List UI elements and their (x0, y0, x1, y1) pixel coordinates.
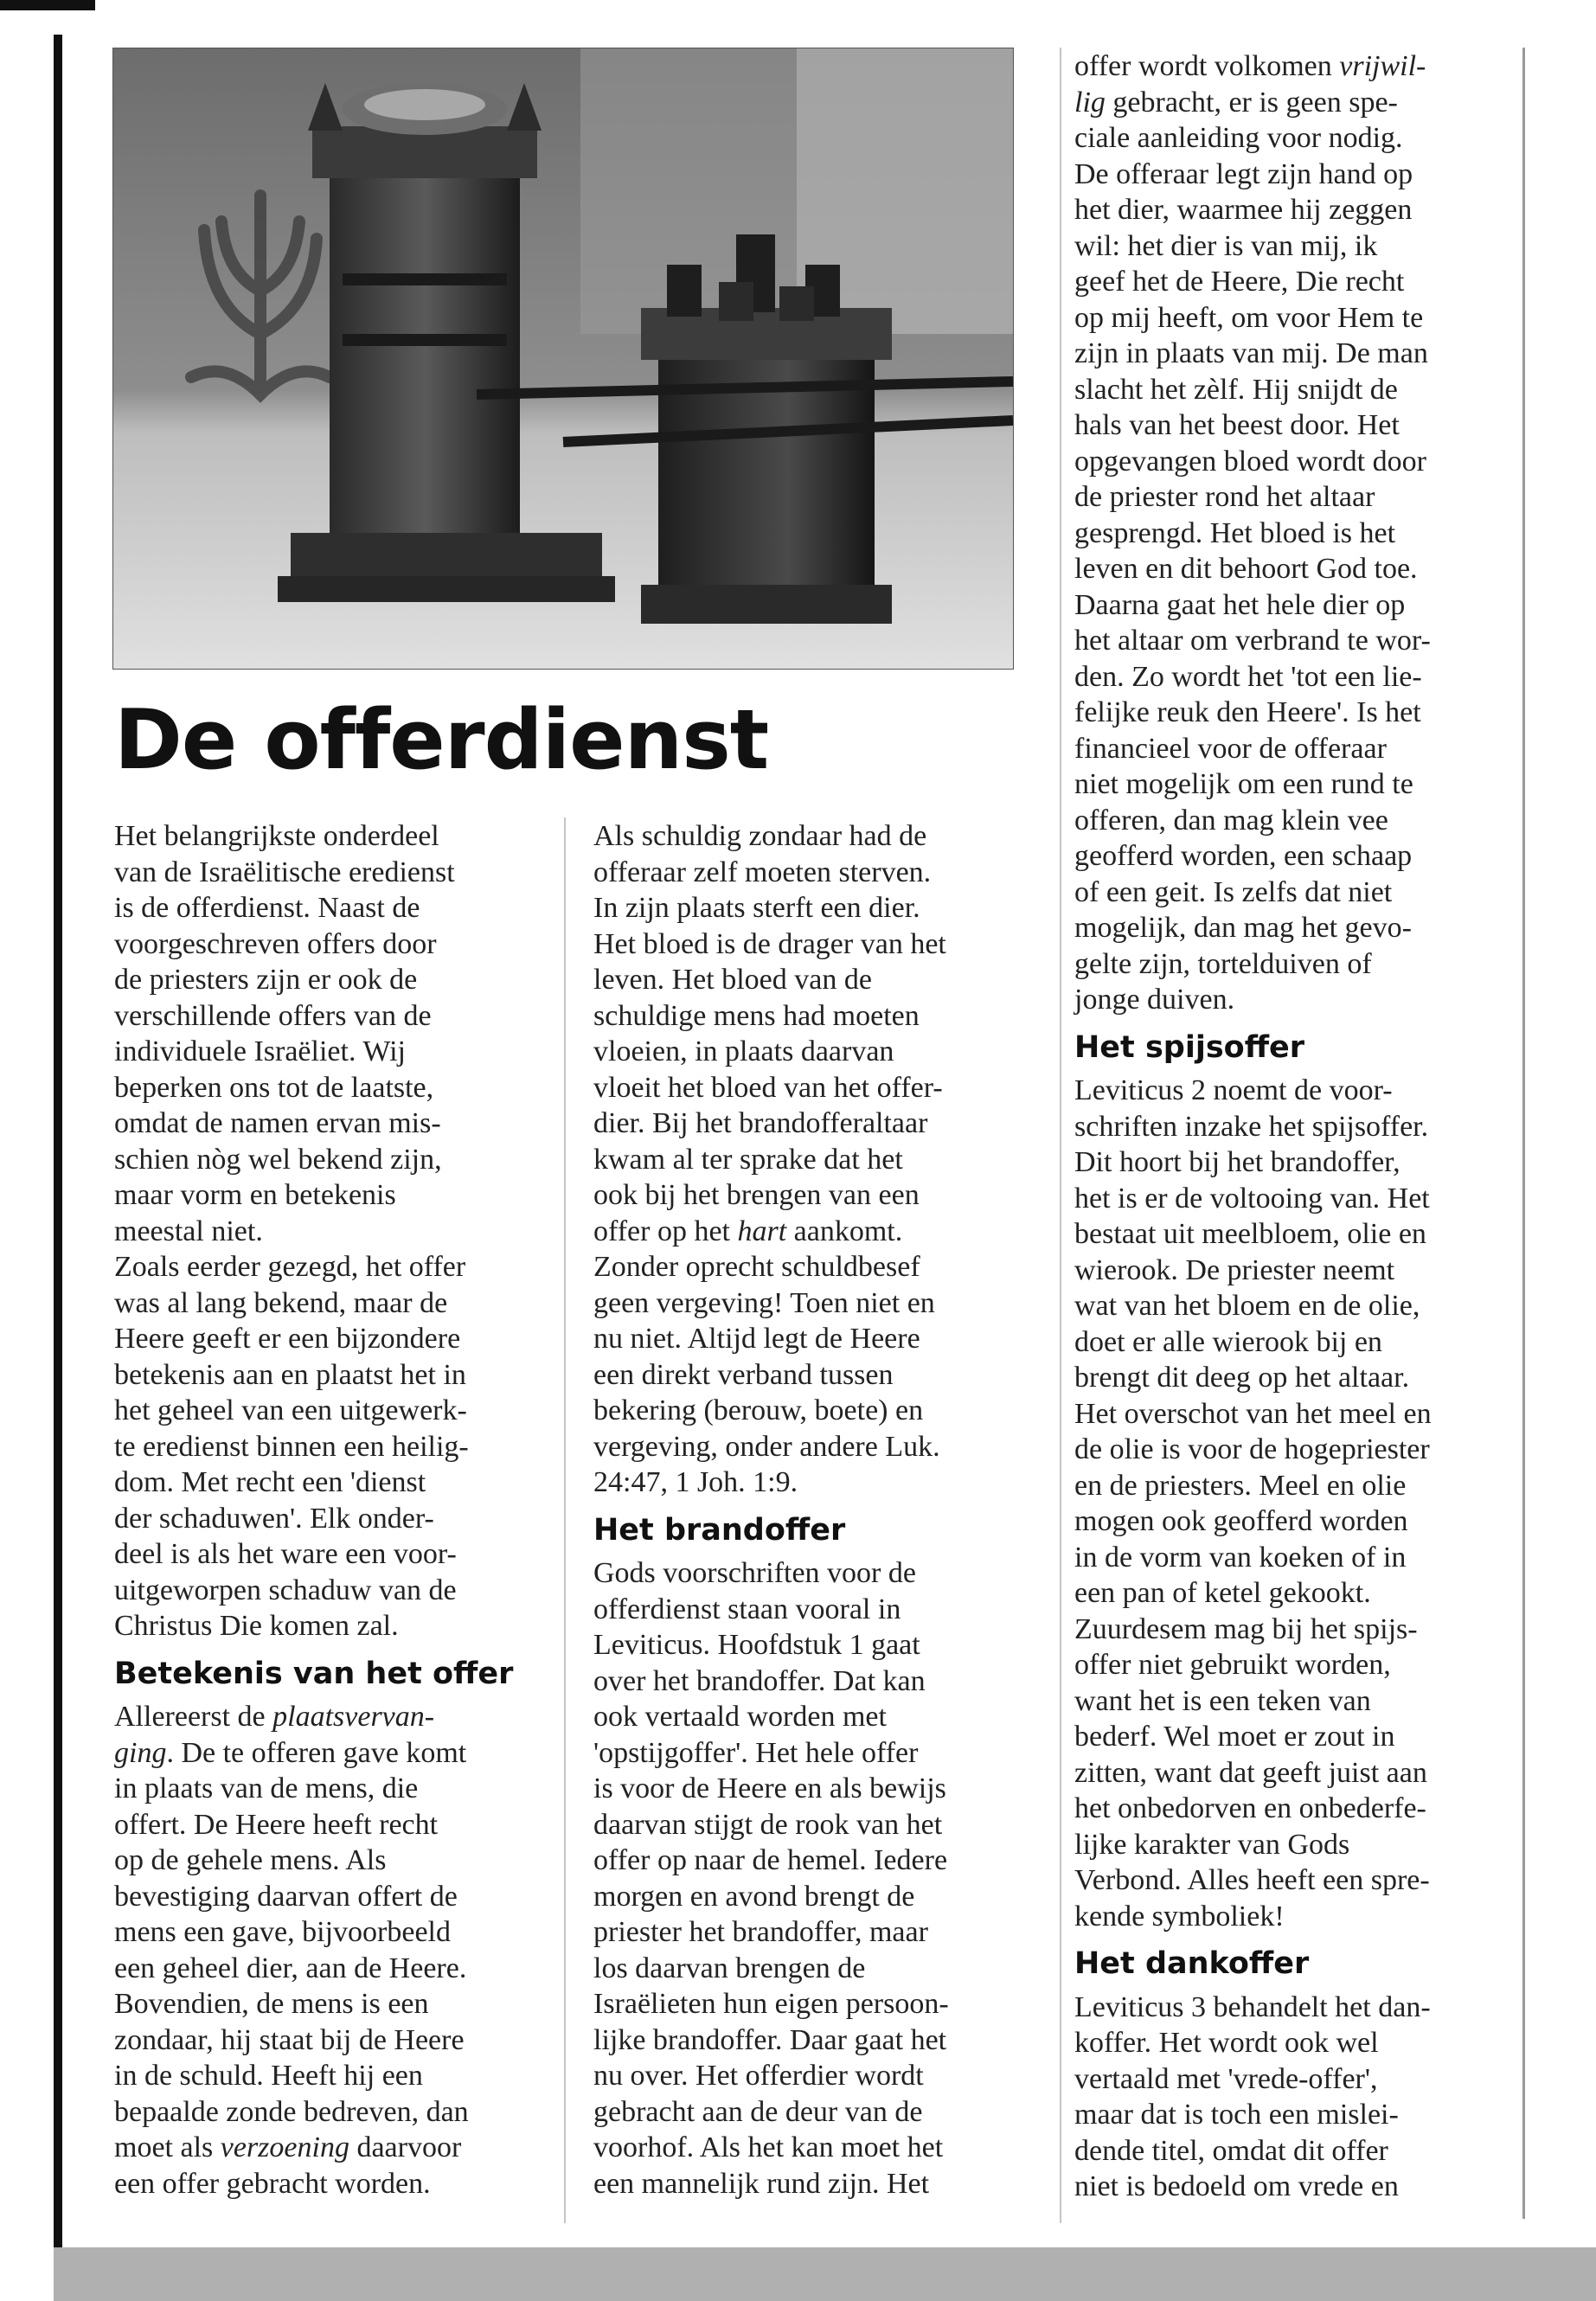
section-heading-betekenis: Betekenis van het offer (114, 1656, 514, 1691)
scan-bottom-band (54, 2247, 1596, 2301)
text-line: meestal niet. (114, 1215, 263, 1247)
text-run: daarvoor (349, 2131, 462, 2163)
text-line: in plaats van de mens, die (114, 1772, 419, 1804)
emphasis: lig (1074, 86, 1106, 119)
section-heading-dankoffer: Het dankoffer (1074, 1946, 1310, 1981)
emphasis: verzoening (220, 2131, 349, 2163)
text-line: offert. De Heere heeft recht (114, 1808, 439, 1841)
text-line (1074, 85, 1432, 121)
text-line: der schaduwen'. Elk onder- (114, 1502, 434, 1535)
text-line: daarvan stijgt de rook van het (593, 1808, 943, 1841)
text-line: want het is een teken van (1074, 1684, 1371, 1717)
text-line: een offer gebracht worden. (114, 2167, 431, 2200)
text-line: Leviticus 3 behandelt het dan- (1074, 1990, 1431, 2023)
scan-edge (54, 35, 62, 2301)
text-line: morgen en avond brengt de (593, 1880, 915, 1913)
text-line: is de offerdienst. Naast de (114, 892, 420, 924)
text-line: geofferd worden, een schaap (1074, 840, 1413, 872)
text-line: Daarna gaat het hele dier op (1074, 588, 1406, 621)
text-line: bestaat uit meelbloem, olie en (1074, 1218, 1426, 1250)
text-line: jonge duiven. (1074, 984, 1235, 1016)
text-line: wil: het dier is van mij, ik (1074, 229, 1378, 262)
text-line: deel is als het ware een voor- (114, 1538, 457, 1570)
text-line: Zoals eerder gezegd, het offer (114, 1251, 466, 1283)
text-line: Het overschot van het meel en (1074, 1397, 1432, 1430)
section-heading-spijsoffer: Het spijsoffer (1074, 1029, 1305, 1065)
text-line: gebracht aan de deur van de (593, 2095, 923, 2128)
text-line: zondaar, hij staat bij de Heere (114, 2023, 465, 2056)
text-line: vergeving, onder andere Luk. (593, 1430, 940, 1463)
text-run: offer op het (593, 1215, 738, 1247)
text-line: in de vorm van koeken of in (1074, 1541, 1407, 1574)
text-line: voorgeschreven offers door (114, 927, 437, 960)
text-line: een geheel dier, aan de Heere. (114, 1952, 467, 1984)
text-line: den. Zo wordt het 'tot een lie- (1074, 660, 1422, 693)
text-line: een mannelijk rund zijn. Het (593, 2167, 930, 2200)
text-line: Zonder oprecht schuldbesef (593, 1251, 920, 1283)
right-column-rule (1522, 48, 1525, 2219)
emphasis: hart (737, 1215, 787, 1247)
text-line: leven. Het bloed van de (593, 964, 872, 996)
text-line (114, 2130, 513, 2166)
text-line: beperken ons tot de laatste, (114, 1071, 434, 1104)
text-run: . De te offeren gave komt (166, 1736, 467, 1769)
text-run: Allereerst de (114, 1701, 273, 1733)
text-line: dende titel, omdat dit offer (1074, 2134, 1388, 2167)
text-line: is voor de Heere en als bewijs (593, 1772, 946, 1804)
text-line: Het bloed is de drager van het (593, 927, 946, 960)
text-line: gelte zijn, tortelduiven of (1074, 947, 1372, 980)
text-line: en de priesters. Meel en olie (1074, 1469, 1407, 1502)
text-line: leven en dit behoort God toe. (1074, 553, 1418, 585)
text-run: moet als (114, 2131, 221, 2163)
section-heading-brandoffer: Het brandoffer (593, 1512, 846, 1548)
text-line: uitgeworpen schaduw van de (114, 1574, 457, 1606)
column-1 (114, 818, 513, 2202)
text-line: priester het brandoffer, maar (593, 1916, 928, 1948)
text-line: geen vergeving! Toen niet en (593, 1286, 935, 1319)
text-line: nu over. Het offerdier wordt (593, 2060, 924, 2092)
page-corner-mark (0, 0, 95, 10)
text-line: Als schuldig zondaar had de (593, 820, 927, 852)
text-line: omdat de namen ervan mis- (114, 1107, 441, 1139)
column-divider-2 (1060, 48, 1061, 2223)
text-line: In zijn plaats sterft een dier. (593, 892, 920, 924)
text-line: kwam al ter sprake dat het (593, 1143, 903, 1176)
text-run: offer wordt volkomen (1074, 50, 1340, 82)
text-line: te eredienst binnen een heilig- (114, 1430, 469, 1463)
article-title: De offerdienst (114, 693, 769, 788)
text-line: dom. Met recht een 'dienst (114, 1466, 426, 1498)
text-line: bederf. Wel moet er zout in (1074, 1721, 1395, 1753)
altar-photo (112, 48, 1014, 670)
text-line: geef het de Heere, Die recht (1074, 266, 1405, 298)
text-line: op mij heeft, om voor Hem te (1074, 301, 1424, 334)
text-line: de olie is voor de hogepriester (1074, 1433, 1430, 1465)
text-line: vloeit het bloed van het offer- (593, 1071, 943, 1104)
text-line: offer niet gebruikt worden, (1074, 1649, 1391, 1681)
text-line: mogelijk, dan mag het gevo- (1074, 912, 1412, 944)
text-line: kende symboliek! (1074, 1900, 1285, 1932)
text-line: het is er de voltooing van. Het (1074, 1182, 1430, 1215)
text-line: offerdienst staan vooral in (593, 1593, 901, 1625)
text-line: wat van het bloem en de olie, (1074, 1290, 1420, 1322)
text-line: ook bij het brengen van een (593, 1179, 920, 1211)
text-line: bevestiging daarvan offert de (114, 1880, 458, 1913)
text-line: in de schuld. Heeft hij een (114, 2060, 423, 2092)
text-run: gebracht, er is geen spe- (1105, 86, 1398, 119)
text-line: gesprengd. Het bloed is het (1074, 516, 1396, 549)
text-line: offeren, dan mag klein vee (1074, 804, 1388, 836)
emphasis: plaatsvervan- (272, 1701, 435, 1733)
text-line: hals van het beest door. Het (1074, 409, 1400, 441)
text-line: nu niet. Altijd legt de Heere (593, 1323, 920, 1355)
text-line: zijn in plaats van mij. De man (1074, 337, 1428, 369)
text-line: op de gehele mens. Als (114, 1844, 387, 1876)
text-line: Zuurdesem mag bij het spijs- (1074, 1612, 1418, 1645)
column-divider-1 (564, 817, 566, 2223)
text-line: doet er alle wierook bij en (1074, 1325, 1382, 1358)
text-line: Het belangrijkste onderdeel (114, 820, 439, 852)
text-line: de priesters zijn er ook de (114, 964, 418, 996)
text-line: lijke brandoffer. Daar gaat het (593, 2023, 947, 2056)
text-line: Leviticus. Hoofdstuk 1 gaat (593, 1629, 920, 1661)
text-line: zitten, want dat geeft juist aan (1074, 1756, 1427, 1789)
text-line: vloeien, in plaats daarvan (593, 1035, 894, 1067)
text-line: Bovendien, de mens is een (114, 1988, 429, 2020)
text-line: voorhof. Als het kan moet het (593, 2131, 944, 2163)
text-line: lijke karakter van Gods (1074, 1828, 1350, 1861)
text-line: bepaalde zonde bedreven, dan (114, 2095, 469, 2128)
text-line (1074, 48, 1432, 85)
text-line: Christus Die komen zal. (114, 1610, 399, 1642)
text-line: wierook. De priester neemt (1074, 1253, 1395, 1286)
text-line: opgevangen bloed wordt door (1074, 445, 1426, 478)
text-line: koffer. Het wordt ook wel (1074, 2027, 1379, 2059)
text-line: De offeraar legt zijn hand op (1074, 157, 1413, 190)
text-line: maar dat is toch een mislei- (1074, 2099, 1399, 2131)
text-line: of een geit. Is zelfs dat niet (1074, 875, 1393, 908)
text-line: de priester rond het altaar (1074, 481, 1375, 513)
text-line: brengt dit deeg op het altaar. (1074, 1362, 1410, 1394)
emphasis: vrijwil- (1339, 50, 1426, 82)
text-line: was al lang bekend, maar de (114, 1286, 448, 1319)
text-line: schien nòg wel bekend zijn, (114, 1143, 442, 1176)
text-line: individuele Israëliet. Wij (114, 1035, 406, 1067)
text-line: het geheel van een uitgewerk- (114, 1394, 467, 1426)
text-line: schuldige mens had moeten (593, 999, 920, 1032)
text-line: het altaar om verbrand te wor- (1074, 625, 1431, 657)
text-line: niet mogelijk om een rund te (1074, 768, 1413, 800)
text-line: bekering (berouw, boete) en (593, 1394, 924, 1426)
text-line: ook vertaald worden met (593, 1701, 887, 1733)
column-2 (593, 818, 949, 2202)
text-line: felijke reuk den Heere'. Is het (1074, 696, 1421, 728)
text-line: mens een gave, bijvoorbeeld (114, 1916, 451, 1948)
emphasis: ging (114, 1736, 167, 1769)
text-line: betekenis aan en plaatst het in (114, 1358, 466, 1391)
text-line: offeraar zelf moeten sterven. (593, 856, 932, 888)
text-line: Leviticus 2 noemt de voor- (1074, 1074, 1393, 1106)
text-line: 'opstijgoffer'. Het hele offer (593, 1736, 919, 1769)
text-line: vertaald met 'vrede-offer', (1074, 2062, 1378, 2095)
text-line: over het brandoffer. Dat kan (593, 1664, 926, 1697)
text-line: ciale aanleiding voor nodig. (1074, 122, 1403, 154)
text-run: aankomt. (786, 1215, 903, 1247)
text-line: het onbedorven en onbederfe- (1074, 1792, 1426, 1824)
text-line: niet is bedoeld om vrede en (1074, 2170, 1399, 2202)
text-line (114, 1699, 513, 1735)
text-line: 24:47, 1 Joh. 1:9. (593, 1466, 798, 1498)
text-line: financieel voor de offeraar (1074, 732, 1387, 765)
text-line: dier. Bij het brandofferaltaar (593, 1107, 928, 1139)
text-line: van de Israëlitische eredienst (114, 856, 455, 888)
text-line: schriften inzake het spijsoffer. (1074, 1110, 1429, 1143)
text-line: Israëlieten hun eigen persoon- (593, 1988, 949, 2020)
text-line: mogen ook geofferd worden (1074, 1505, 1408, 1537)
text-line: een pan of ketel gekookt. (1074, 1577, 1371, 1609)
text-line: een direkt verband tussen (593, 1358, 894, 1391)
text-line: slacht het zèlf. Hij snijdt de (1074, 373, 1398, 406)
text-line: Heere geeft er een bijzondere (114, 1323, 461, 1355)
text-line (114, 1735, 513, 1772)
text-line: Dit hoort bij het brandoffer, (1074, 1146, 1401, 1178)
text-line: los daarvan brengen de (593, 1952, 866, 1984)
column-3 (1074, 48, 1432, 2205)
text-line (593, 1214, 949, 1250)
text-line: Gods voorschriften voor de (593, 1557, 916, 1589)
text-line: Verbond. Alles heeft een spre- (1074, 1864, 1430, 1896)
text-line: verschillende offers van de (114, 999, 432, 1032)
text-line: offer op naar de hemel. Iedere (593, 1844, 948, 1876)
text-line: het dier, waarmee hij zeggen (1074, 194, 1413, 226)
text-line: maar vorm en betekenis (114, 1179, 396, 1211)
